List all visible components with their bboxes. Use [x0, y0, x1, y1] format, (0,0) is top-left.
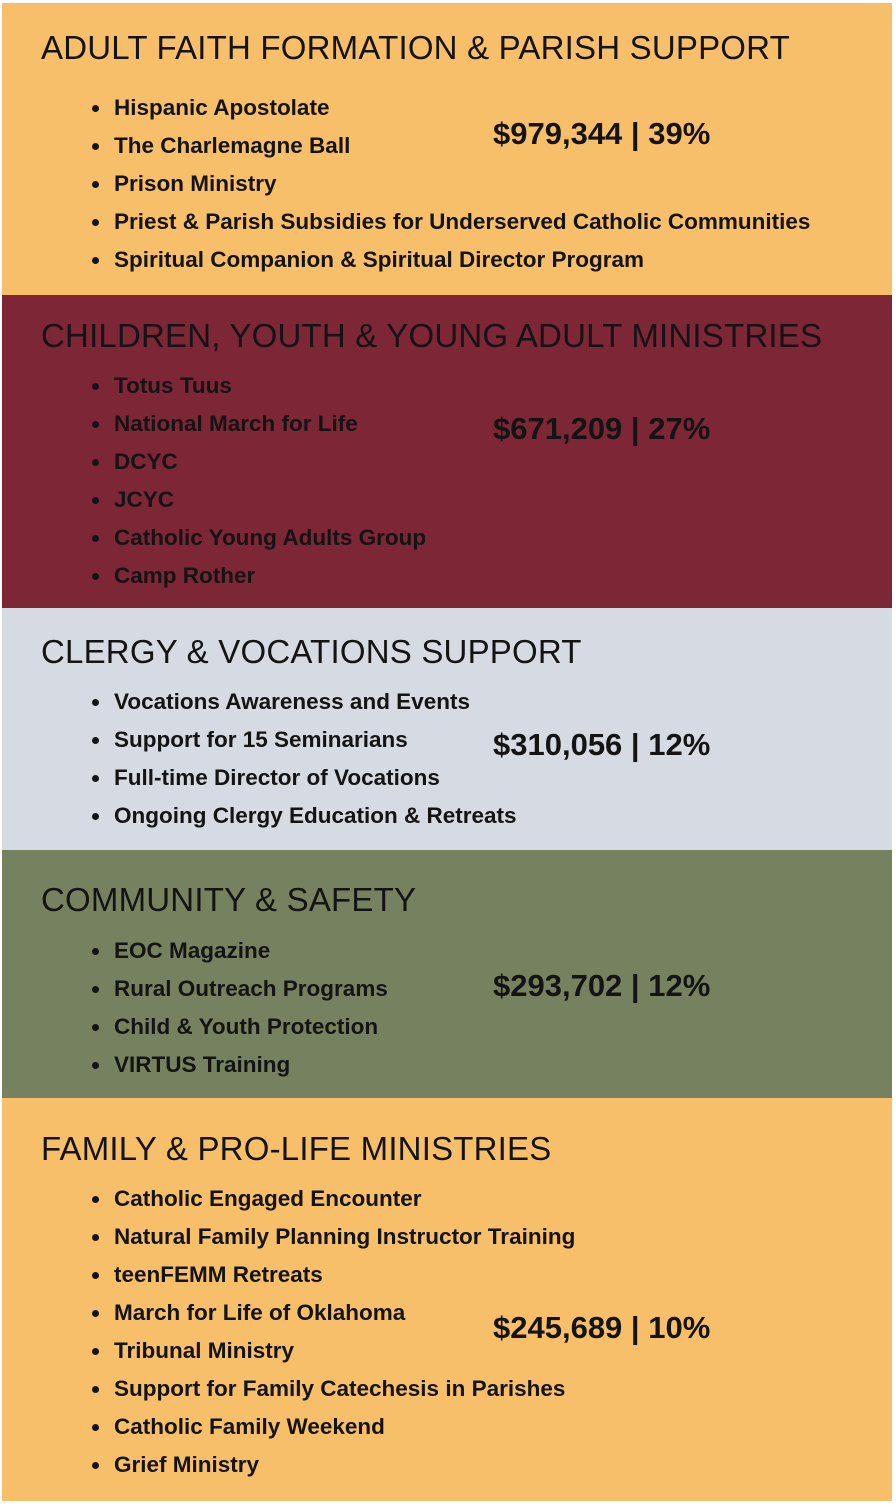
amount-value: $671,209	[493, 411, 623, 446]
list-item: Support for 15 Seminarians	[90, 721, 517, 759]
section-adult-faith-formation	[2, 3, 892, 295]
amount-value: $979,344	[493, 116, 623, 151]
list-item: Full-time Director of Vocations	[90, 759, 517, 797]
list-item: DCYC	[90, 443, 426, 481]
list-item: Vocations Awareness and Events	[90, 683, 517, 721]
amount-separator: |	[622, 968, 649, 1003]
section-title: COMMUNITY & SAFETY	[41, 881, 417, 918]
percent-value: 12%	[648, 968, 711, 1003]
item-list	[90, 932, 388, 1084]
section-title: ADULT FAITH FORMATION & PARISH SUPPORT	[41, 29, 790, 66]
list-item: Hispanic Apostolate	[90, 89, 810, 127]
list-item: Spiritual Companion & Spiritual Director Program	[90, 241, 810, 279]
list-item: JCYC	[90, 481, 426, 519]
section-title: FAMILY & PRO-LIFE MINISTRIES	[41, 1130, 552, 1167]
list-item: March for Life of Oklahoma	[90, 1294, 575, 1332]
amount-separator: |	[622, 727, 649, 762]
list-item: Grief Ministry	[90, 1446, 575, 1484]
amount-separator: |	[622, 116, 649, 151]
section-amount	[493, 725, 710, 765]
item-list	[90, 1180, 575, 1484]
list-item: VIRTUS Training	[90, 1046, 388, 1084]
list-item: Catholic Engaged Encounter	[90, 1180, 575, 1218]
section-family-pro-life	[2, 1098, 892, 1501]
list-item: Totus Tuus	[90, 367, 426, 405]
amount-separator: |	[622, 411, 649, 446]
list-item: Support for Family Catechesis in Parishes	[90, 1370, 575, 1408]
amount-value: $293,702	[493, 968, 623, 1003]
amount-value: $245,689	[493, 1310, 623, 1345]
list-item: Rural Outreach Programs	[90, 970, 388, 1008]
item-list	[90, 367, 426, 595]
section-clergy-vocations	[2, 608, 892, 850]
list-item: Prison Ministry	[90, 165, 810, 203]
section-amount	[493, 409, 710, 449]
list-item: Catholic Young Adults Group	[90, 519, 426, 557]
section-community-safety	[2, 850, 892, 1098]
percent-value: 39%	[648, 116, 711, 151]
percent-value: 10%	[648, 1310, 711, 1345]
amount-value: $310,056	[493, 727, 623, 762]
list-item: Ongoing Clergy Education & Retreats	[90, 797, 517, 835]
item-list	[90, 683, 517, 835]
list-item: Catholic Family Weekend	[90, 1408, 575, 1446]
list-item: National March for Life	[90, 405, 426, 443]
list-item: Child & Youth Protection	[90, 1008, 388, 1046]
list-item: Camp Rother	[90, 557, 426, 595]
section-title: CHILDREN, YOUTH & YOUNG ADULT MINISTRIES	[41, 317, 823, 354]
section-title: CLERGY & VOCATIONS SUPPORT	[41, 633, 582, 670]
list-item: EOC Magazine	[90, 932, 388, 970]
list-item: Priest & Parish Subsidies for Underserved Catholic Communities	[90, 203, 810, 241]
ministry-budget-page	[2, 3, 892, 1501]
item-list	[90, 89, 810, 279]
percent-value: 27%	[648, 411, 711, 446]
section-amount	[493, 966, 710, 1006]
percent-value: 12%	[648, 727, 711, 762]
list-item: Natural Family Planning Instructor Training	[90, 1218, 575, 1256]
list-item: The Charlemagne Ball	[90, 127, 810, 165]
list-item: Tribunal Ministry	[90, 1332, 575, 1370]
list-item: teenFEMM Retreats	[90, 1256, 575, 1294]
section-children-youth-ministries	[2, 295, 892, 608]
amount-separator: |	[622, 1310, 649, 1345]
